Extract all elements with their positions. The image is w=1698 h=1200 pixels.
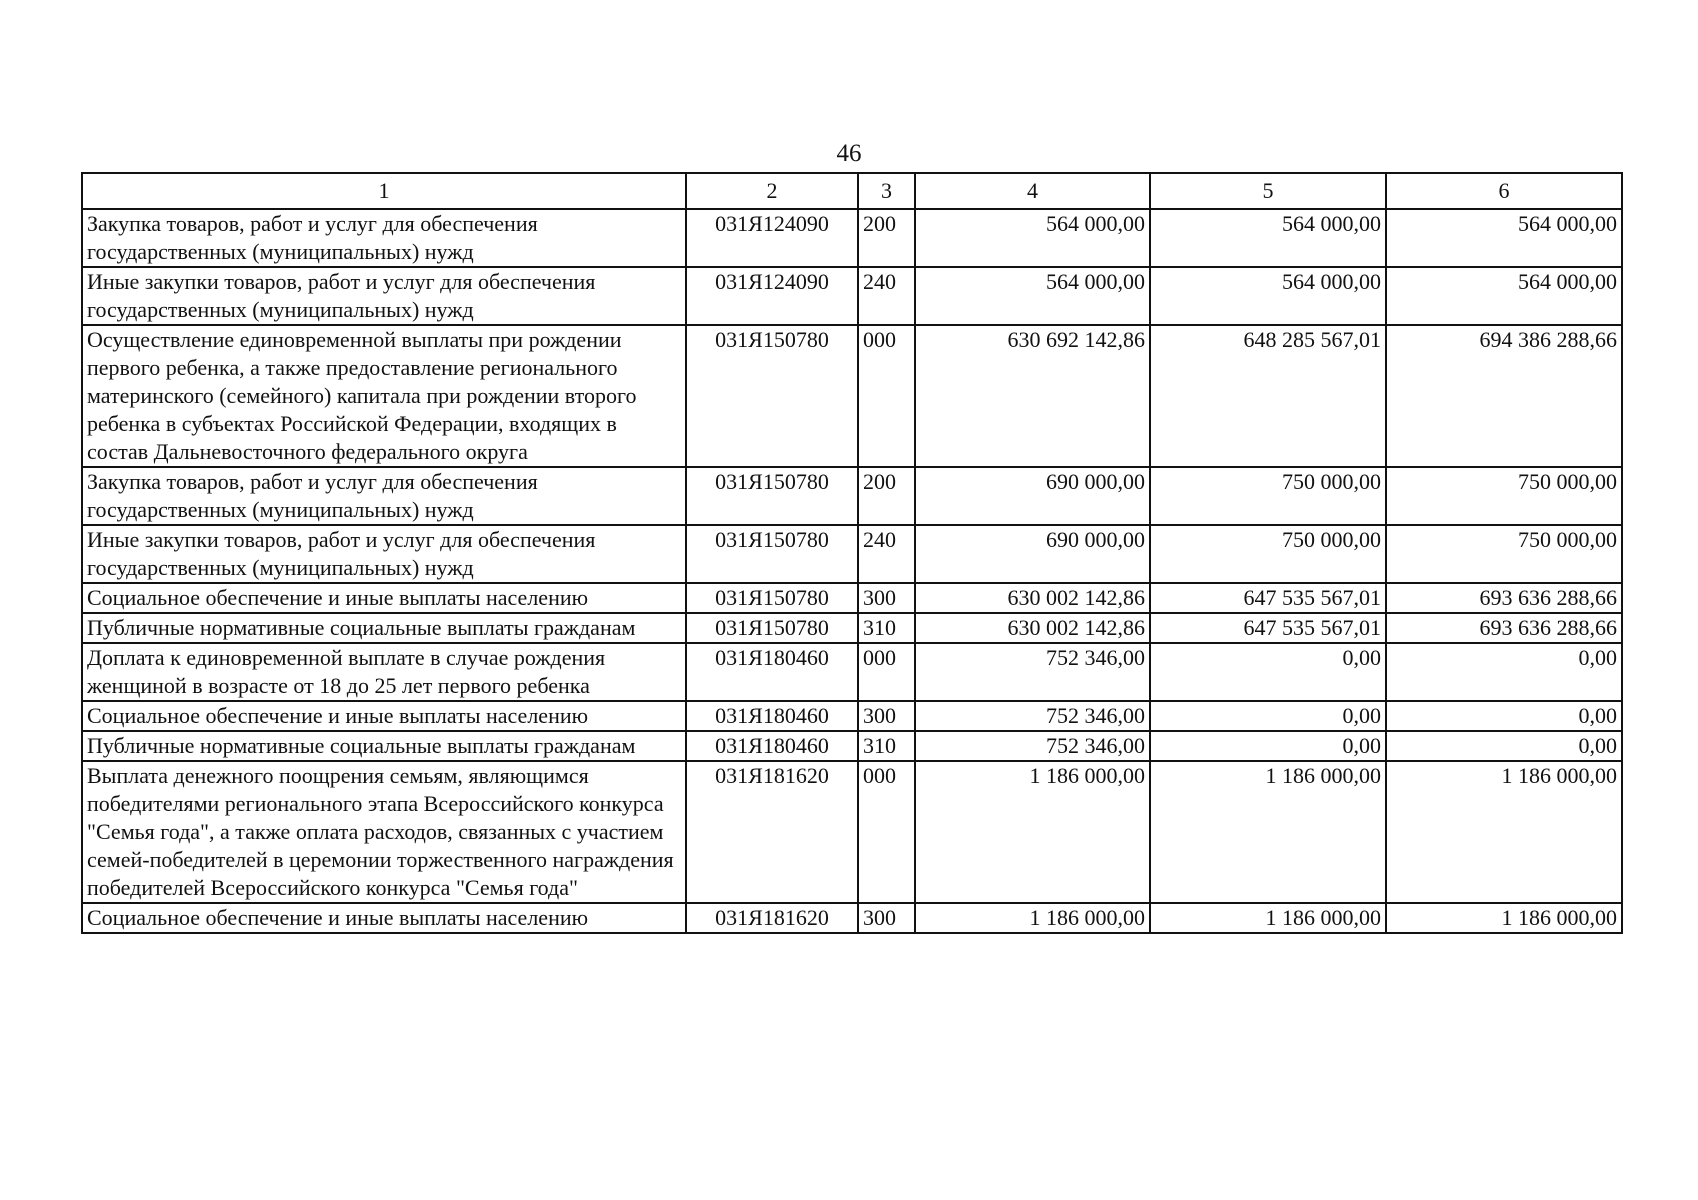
- column-header: 2: [686, 173, 858, 209]
- amount-col5: 564 000,00: [1150, 209, 1386, 267]
- amount-col6: 1 186 000,00: [1386, 903, 1622, 933]
- table-row: [82, 267, 1622, 325]
- amount-col4: 1 186 000,00: [915, 903, 1150, 933]
- amount-col4: 752 346,00: [915, 701, 1150, 731]
- amount-col6: 0,00: [1386, 731, 1622, 761]
- amount-col6: 1 186 000,00: [1386, 761, 1622, 903]
- row-type: 300: [858, 701, 915, 731]
- table-row: [82, 525, 1622, 583]
- row-name: Социальное обеспечение и иные выплаты населению: [82, 903, 686, 933]
- row-type: 300: [858, 903, 915, 933]
- amount-col5: 1 186 000,00: [1150, 761, 1386, 903]
- row-type: 240: [858, 267, 915, 325]
- table-row: [82, 467, 1622, 525]
- amount-col5: 0,00: [1150, 731, 1386, 761]
- row-type: 200: [858, 467, 915, 525]
- amount-col6: 0,00: [1386, 701, 1622, 731]
- row-code: 031Я150780: [686, 613, 858, 643]
- row-code: 031Я150780: [686, 583, 858, 613]
- amount-col5: 564 000,00: [1150, 267, 1386, 325]
- row-name: Социальное обеспечение и иные выплаты населению: [82, 701, 686, 731]
- amount-col4: 564 000,00: [915, 209, 1150, 267]
- row-name: Осуществление единовременной выплаты при рождении первого ребенка, а также предоставление регионального материнского (семейного) капитала при рождении второго ребенка в субъектах Российской Федерации, входящих в состав Дальневосточного федерального округа: [82, 325, 686, 467]
- amount-col6: 564 000,00: [1386, 209, 1622, 267]
- amount-col6: 694 386 288,66: [1386, 325, 1622, 467]
- table-row: [82, 761, 1622, 903]
- row-type: 000: [858, 325, 915, 467]
- table-row: [82, 643, 1622, 701]
- row-code: 031Я150780: [686, 325, 858, 467]
- budget-table: [81, 172, 1623, 934]
- row-code: 031Я180460: [686, 701, 858, 731]
- row-name: Доплата к единовременной выплате в случае рождения женщиной в возрасте от 18 до 25 лет первого ребенка: [82, 643, 686, 701]
- header-row: [82, 173, 1622, 209]
- table-row: [82, 325, 1622, 467]
- amount-col5: 647 535 567,01: [1150, 613, 1386, 643]
- row-name: Закупка товаров, работ и услуг для обеспечения государственных (муниципальных) нужд: [82, 467, 686, 525]
- amount-col4: 690 000,00: [915, 525, 1150, 583]
- table-row: [82, 209, 1622, 267]
- row-code: 031Я181620: [686, 761, 858, 903]
- table-row: [82, 701, 1622, 731]
- amount-col6: 564 000,00: [1386, 267, 1622, 325]
- row-type: 240: [858, 525, 915, 583]
- row-name: Иные закупки товаров, работ и услуг для обеспечения государственных (муниципальных) нужд: [82, 525, 686, 583]
- amount-col6: 693 636 288,66: [1386, 583, 1622, 613]
- row-code: 031Я180460: [686, 643, 858, 701]
- amount-col5: 647 535 567,01: [1150, 583, 1386, 613]
- amount-col4: 630 002 142,86: [915, 613, 1150, 643]
- row-code: 031Я124090: [686, 209, 858, 267]
- amount-col4: 564 000,00: [915, 267, 1150, 325]
- amount-col5: 0,00: [1150, 643, 1386, 701]
- row-name: Публичные нормативные социальные выплаты гражданам: [82, 731, 686, 761]
- amount-col5: 648 285 567,01: [1150, 325, 1386, 467]
- row-code: 031Я181620: [686, 903, 858, 933]
- row-name: Закупка товаров, работ и услуг для обеспечения государственных (муниципальных) нужд: [82, 209, 686, 267]
- row-code: 031Я150780: [686, 525, 858, 583]
- page-number: 46: [836, 140, 862, 167]
- row-name: Публичные нормативные социальные выплаты гражданам: [82, 613, 686, 643]
- amount-col4: 1 186 000,00: [915, 761, 1150, 903]
- amount-col6: 0,00: [1386, 643, 1622, 701]
- table-row: [82, 583, 1622, 613]
- column-header: 3: [858, 173, 915, 209]
- amount-col5: 1 186 000,00: [1150, 903, 1386, 933]
- row-code: 031Я124090: [686, 267, 858, 325]
- row-type: 000: [858, 643, 915, 701]
- amount-col5: 0,00: [1150, 701, 1386, 731]
- amount-col5: 750 000,00: [1150, 467, 1386, 525]
- column-header: 5: [1150, 173, 1386, 209]
- row-name: Выплата денежного поощрения семьям, являющимся победителями регионального этапа Всероссийского конкурса "Семья года", а также оплата расходов, связанных с участием семей-победителей в церемонии торжественного награждения победителей Всероссийского конкурса "Семья года": [82, 761, 686, 903]
- row-type: 000: [858, 761, 915, 903]
- amount-col6: 750 000,00: [1386, 525, 1622, 583]
- row-type: 310: [858, 731, 915, 761]
- row-type: 200: [858, 209, 915, 267]
- amount-col5: 750 000,00: [1150, 525, 1386, 583]
- column-header: 4: [915, 173, 1150, 209]
- column-header: 1: [82, 173, 686, 209]
- amount-col4: 752 346,00: [915, 731, 1150, 761]
- amount-col4: 630 692 142,86: [915, 325, 1150, 467]
- amount-col4: 752 346,00: [915, 643, 1150, 701]
- row-code: 031Я180460: [686, 731, 858, 761]
- amount-col6: 750 000,00: [1386, 467, 1622, 525]
- amount-col4: 630 002 142,86: [915, 583, 1150, 613]
- row-type: 300: [858, 583, 915, 613]
- row-name: Иные закупки товаров, работ и услуг для обеспечения государственных (муниципальных) нужд: [82, 267, 686, 325]
- row-code: 031Я150780: [686, 467, 858, 525]
- table-row: [82, 613, 1622, 643]
- table-row: [82, 903, 1622, 933]
- column-header: 6: [1386, 173, 1622, 209]
- row-name: Социальное обеспечение и иные выплаты населению: [82, 583, 686, 613]
- amount-col4: 690 000,00: [915, 467, 1150, 525]
- amount-col6: 693 636 288,66: [1386, 613, 1622, 643]
- table-row: [82, 731, 1622, 761]
- row-type: 310: [858, 613, 915, 643]
